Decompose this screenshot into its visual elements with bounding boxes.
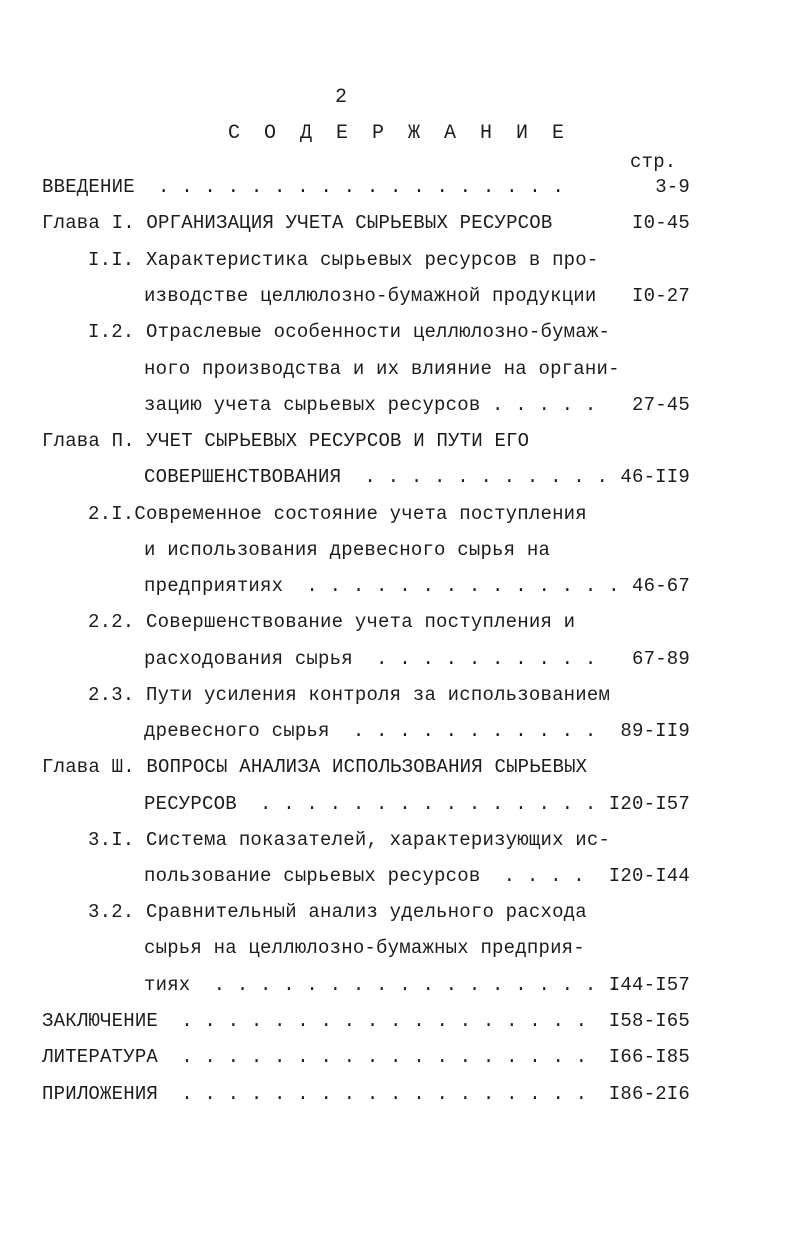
- toc-pages: 46-67: [631, 575, 690, 597]
- toc-pages: I0-45: [631, 212, 690, 234]
- toc-line: СОВЕРШЕНСТВОВАНИЯ . . . . . . . . . . .: [144, 466, 609, 488]
- page-number: 2: [335, 86, 348, 109]
- toc-line: предприятиях . . . . . . . . . . . . . .: [144, 575, 620, 597]
- toc-line: I.2. Отраслевые особенности целлюлозно-бумаж-: [88, 321, 611, 343]
- toc-line: изводстве целлюлозно-бумажной продукции: [144, 285, 597, 307]
- toc-line: 3.I. Система показателей, характеризующих ис-: [88, 829, 611, 851]
- pages-column-header: стр.: [630, 151, 677, 173]
- toc-line: сырья на целлюлозно-бумажных предприя-: [144, 937, 585, 959]
- toc-line: Глава П. УЧЕТ СЫРЬЕВЫХ РЕСУРСОВ И ПУТИ ЕГО: [42, 430, 530, 452]
- toc-pages: I44-I57: [608, 974, 690, 996]
- toc-pages: I66-I85: [608, 1046, 690, 1068]
- toc-line: ЗАКЛЮЧЕНИЕ . . . . . . . . . . . . . . . . . .: [42, 1010, 588, 1032]
- toc-pages: I86-2I6: [608, 1083, 690, 1105]
- toc-line: I.I. Характеристика сырьевых ресурсов в про-: [88, 249, 599, 271]
- toc-pages: 67-89: [631, 648, 690, 670]
- toc-line: 3.2. Сравнительный анализ удельного расхода: [88, 901, 587, 923]
- toc-line: 2.2. Совершенствование учета поступления и: [88, 611, 576, 633]
- toc-line: зацию учета сырьевых ресурсов . . . . .: [144, 394, 597, 416]
- toc-line: 2.3. Пути усиления контроля за использованием: [88, 684, 611, 706]
- toc-pages: I58-I65: [608, 1010, 690, 1032]
- toc-line: и использования древесного сырья на: [144, 539, 551, 561]
- toc-pages: 3-9: [655, 176, 690, 198]
- toc-pages: I20-I44: [608, 865, 690, 887]
- toc-pages: I0-27: [631, 285, 690, 307]
- toc-line: ПРИЛОЖЕНИЯ . . . . . . . . . . . . . . . . . .: [42, 1083, 588, 1105]
- toc-line: пользование сырьевых ресурсов . . . .: [144, 865, 585, 887]
- toc-title: С О Д Е Р Ж А Н И Е: [228, 122, 571, 145]
- toc-line: Глава Ш. ВОПРОСЫ АНАЛИЗА ИСПОЛЬЗОВАНИЯ СЫРЬЕВЫХ: [42, 756, 588, 778]
- toc-line: ВВЕДЕНИЕ . . . . . . . . . . . . . . . . . .: [42, 176, 565, 198]
- toc-line: расходования сырья . . . . . . . . . .: [144, 648, 597, 670]
- toc-line: тиях . . . . . . . . . . . . . . . . . .: [144, 974, 620, 996]
- toc-line: древесного сырья . . . . . . . . . . .: [144, 720, 597, 742]
- toc-line: РЕСУРСОВ . . . . . . . . . . . . . . .: [144, 793, 597, 815]
- toc-pages: 46-II9: [620, 466, 690, 488]
- toc-line: ного производства и их влияние на органи-: [144, 358, 620, 380]
- toc-line: 2.I.Современное состояние учета поступления: [88, 503, 587, 525]
- toc-line: ЛИТЕРАТУРА . . . . . . . . . . . . . . . . . .: [42, 1046, 588, 1068]
- toc-pages: 89-II9: [620, 720, 690, 742]
- toc-pages: I20-I57: [608, 793, 690, 815]
- toc-pages: 27-45: [631, 394, 690, 416]
- toc-line: Глава I. ОРГАНИЗАЦИЯ УЧЕТА СЫРЬЕВЫХ РЕСУРСОВ: [42, 212, 553, 234]
